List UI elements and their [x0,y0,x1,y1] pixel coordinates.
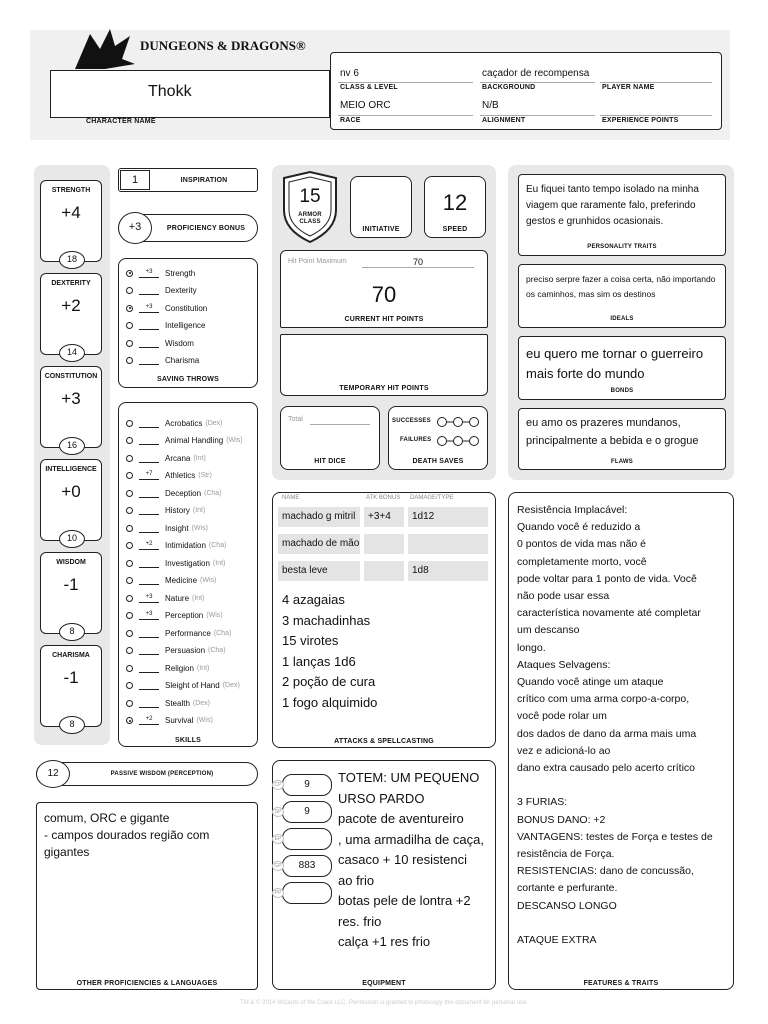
ability-modifier[interactable]: +0 [61,482,81,501]
skill-row[interactable] [126,591,204,605]
proficiency-checkbox[interactable] [126,490,133,497]
player-name-line [600,82,712,83]
passive-wisdom-label: PASSIVE WISDOM (PERCEPTION) [110,771,214,777]
skill-row[interactable] [126,714,213,728]
skill-row[interactable] [126,696,210,710]
feature-line: resistência de Força. [517,848,615,861]
equipment-line: ao frio [338,872,375,888]
saving-throw-name: Intelligence [165,321,206,330]
features-text[interactable] [517,502,729,949]
race-value[interactable]: MEIO ORC [340,100,391,111]
equipment-label: EQUIPMENT [362,980,406,987]
skill-row[interactable] [126,644,226,658]
feature-line: um descanso [517,624,580,637]
attack-bonus[interactable]: +3+4 [364,507,404,527]
ability-modifier[interactable]: +2 [61,296,81,315]
saving-throw-constitution[interactable] [126,301,207,315]
skill-ability: (Int) [193,454,206,462]
skill-bonus[interactable] [139,646,159,655]
ability-wisdom [40,552,102,634]
attack-bonus[interactable] [364,561,404,581]
skill-name: Persuasion [165,646,206,655]
proficiency-value[interactable]: +3 [118,212,152,244]
proficiency-checkbox[interactable] [126,525,133,532]
attack-note-line: 1 fogo alquimido [282,694,378,710]
equipment-line: pacote de aventureiro [338,811,464,826]
current-hp-label: CURRENT HIT POINTS [344,316,424,323]
attack-note-line: 2 poção de cura [282,674,376,689]
feature-line: característica novamente até completar [517,607,701,620]
skill-row[interactable] [126,574,216,588]
xp-line [600,115,712,116]
background-value[interactable]: caçador de recompensa [482,68,590,79]
skill-row[interactable] [126,539,226,553]
alignment-line [480,115,595,116]
bonds-label: BONDS [610,388,634,394]
coin-sp-label: SP [272,807,284,817]
proficiency-checkbox[interactable] [126,322,133,329]
skill-bonus[interactable] [139,576,159,585]
equipment-line: casaco + 10 resistenci [338,852,467,867]
saving-throw-strength[interactable] [126,266,195,280]
skill-row[interactable] [126,434,243,448]
skill-bonus[interactable] [139,524,159,533]
skill-bonus[interactable]: +3 [139,594,159,603]
saving-throw-name: Constitution [165,303,208,313]
attack-note-line: 3 machadinhas [282,612,371,628]
ability-name: CHARISMA [52,652,90,659]
feature-line [517,777,729,794]
ability-name: INTELLIGENCE [45,466,97,473]
attack-name[interactable]: besta leve [278,561,360,581]
attacks-col-damage: DAMAGE/TYPE [410,495,454,501]
death-saves-label: DEATH SAVES [412,458,464,465]
skill-row[interactable] [126,451,206,465]
skill-name: Performance [165,628,211,638]
skill-row[interactable] [126,661,209,675]
saving-throw-wisdom[interactable] [126,336,194,350]
coin-sp-value[interactable]: 9 [282,801,332,823]
attack-note-line: 15 virotes [282,633,339,648]
background-label: BACKGROUND [482,84,536,91]
hp-max-line [362,267,474,268]
inspiration-value[interactable]: 1 [120,170,150,190]
skill-bonus[interactable] [139,436,159,445]
skill-ability: (Dex) [205,419,223,427]
hit-dice-label: HIT DICE [314,458,346,465]
equipment-line: , uma armadilha de caça, [338,831,484,847]
initiative-label: INITIATIVE [362,226,400,233]
ability-modifier[interactable]: +4 [61,203,81,222]
feature-line: dos dados de dano da arma mais uma [517,727,697,740]
attack-note-line: 1 lanças 1d6 [282,653,356,669]
proficiency-checkbox[interactable] [126,612,133,619]
feature-line: 0 pontos de vida mas não é [517,538,647,551]
skill-bonus[interactable] [139,454,159,463]
saving-throw-name: Charisma [165,356,200,365]
hit-dice-total-line [310,424,370,425]
proficiency-checkbox[interactable] [126,287,133,294]
saving-throw-dexterity[interactable] [126,284,197,298]
speed-value[interactable]: 12 [442,190,468,215]
skill-name: Athletics [165,471,196,480]
saving-throw-bonus[interactable]: +3 [139,269,159,278]
hp-max-value[interactable]: 70 [412,257,423,267]
saving-throw-name: Wisdom [165,338,194,348]
attack-note-line: 4 azagaias [282,592,345,607]
skill-ability: (Int) [192,507,206,514]
skill-bonus[interactable] [139,629,159,638]
feature-line: longo. [517,641,546,654]
skill-ability: (Int) [192,594,205,602]
xp-label: EXPERIENCE POINTS [602,117,679,124]
ability-score[interactable]: 18 [59,251,85,269]
ability-name: STRENGTH [51,187,91,194]
attack-notes[interactable] [282,590,487,713]
skill-ability: (Wis) [200,577,217,584]
skill-name: Intimidation [165,541,206,550]
brand-logo: DUNGEONS & DRAGONS® [140,38,306,53]
footer-copyright: TM & © 2014 Wizards of the Coast LLC. Permission is granted to photocopy this document for personal use. [240,1000,528,1006]
bonds-text[interactable]: eu quero me tornar o guerreiro mais forte do mundo [526,346,704,381]
skill-ability: (Cha) [204,489,222,497]
feature-line: 3 FURIAS: [517,796,568,809]
feature-line: não pode usar essa [517,590,610,603]
player-name-label: PLAYER NAME [602,84,655,91]
ideals-text[interactable]: preciso serpre fazer a coisa certa, não importando os caminhos, mas sim os destinos [526,274,716,299]
class-level-line [338,82,473,83]
features-label: FEATURES & TRAITS [583,980,659,987]
feature-line: você pode rolar um [517,710,607,723]
feature-line: DESCANSO LONGO [517,899,617,912]
saving-throw-name: Dexterity [165,286,197,295]
skill-row[interactable] [126,469,212,483]
ability-strength [40,180,102,262]
skill-bonus[interactable]: +7 [139,471,159,480]
proficiency-checkbox[interactable] [126,357,133,364]
skill-ability: (Wis) [196,717,213,724]
class-level-value[interactable]: nv 6 [340,68,359,79]
equipment-line: botas pele de lontra +2 [338,893,471,908]
feature-line [517,915,729,932]
saving-throw-bonus[interactable]: +3 [139,304,159,313]
proficiency-checkbox[interactable] [126,437,133,444]
feature-line: BONUS DANO: +2 [517,813,606,826]
skill-ability: (Wis) [206,612,223,619]
ability-charisma [40,645,102,727]
death-failures-label: FAILURES [400,437,432,443]
proficiency-checkbox[interactable] [126,717,133,724]
attack-name[interactable]: machado de mão [278,534,360,554]
proficiency-checkbox[interactable] [126,340,133,347]
skill-name: Perception [165,611,204,620]
proficiency-checkbox[interactable] [126,420,133,427]
skills-label: SKILLS [174,737,202,744]
feature-line: Resistência Implacável: [517,504,628,516]
ability-modifier[interactable]: +3 [61,389,81,408]
feature-line: Quando você atinge um ataque [517,676,664,689]
skill-name: History [165,506,190,515]
ability-constitution [40,366,102,448]
proficiency-checkbox[interactable] [126,630,133,637]
equipment-list[interactable] [338,768,490,953]
saving-throw-bonus[interactable] [139,286,159,295]
saving-throw-charisma[interactable] [126,354,199,368]
skill-name: Survival [165,716,194,725]
skill-name: Investigation [165,558,210,568]
skill-row[interactable] [126,416,222,430]
skill-name: Acrobatics [165,418,203,428]
flaws-label: FLAWS [611,459,633,465]
ability-name: DEXTERITY [51,280,91,287]
ability-dexterity [40,273,102,355]
skill-name: Animal Handling [165,436,224,445]
death-successes-checkboxes[interactable] [436,415,480,427]
dragon-logo-icon [70,24,140,74]
coin-gp-label: GP [272,861,284,871]
skill-name: Medicine [165,576,198,585]
skill-bonus[interactable] [139,419,159,428]
feature-line: dano extra causado pelo acerto crítico [517,762,696,775]
coin-cp-value[interactable]: 9 [282,774,332,796]
ability-name: WISDOM [56,559,86,566]
skill-name: Arcana [165,453,191,463]
skill-row[interactable] [126,609,223,623]
character-name[interactable]: Thokk [148,83,192,100]
class-level-label: CLASS & LEVEL [340,84,398,91]
attack-damage[interactable]: 1d8 [408,561,488,581]
skill-name: Deception [165,488,202,498]
skill-row[interactable] [126,556,225,570]
attack-name[interactable]: machado g mitril [278,507,360,527]
proficiency-checkbox[interactable] [126,595,133,602]
race-line [338,115,473,116]
personality-traits-text[interactable]: Eu fiquei tanto tempo isolado na minha viagem que raramente falo, preferindo gestos e grunhidos ocasionais. [526,184,699,227]
death-failures-checkboxes[interactable] [436,434,480,446]
personality-traits-label: PERSONALITY TRAITS [587,244,657,250]
skill-bonus[interactable]: +3 [139,611,159,620]
feature-line: VANTAGENS: testes de Força e testes de [517,830,713,843]
armor-class-value[interactable]: 15 [299,186,321,207]
attacks-label: ATTACKS & SPELLCASTING [334,738,434,745]
saving-throws-label: SAVING THROWS [157,376,219,383]
skill-row[interactable] [126,521,208,535]
skill-bonus[interactable] [139,664,159,673]
feature-line: Ataques Selvagens: [517,658,611,671]
coin-gp-value[interactable]: 883 [282,855,332,877]
ability-score[interactable]: 16 [59,437,85,455]
skill-ability: (Dex) [222,682,240,689]
attack-bonus[interactable] [364,534,404,554]
proficiency-checkbox[interactable] [126,472,133,479]
ability-score[interactable]: 14 [59,344,85,362]
proficiency-checkbox[interactable] [126,542,133,549]
equipment-line: URSO PARDO [338,790,425,806]
background-line [480,82,595,83]
attacks-col-bonus: ATK BONUS [366,495,401,501]
flaws-text[interactable]: eu amo os prazeres mundanos, principalmente a bebida e o grogue [526,417,699,447]
coin-ep-label: EP [272,834,284,844]
skill-ability: (Wis) [191,524,208,532]
skill-name: Stealth [165,698,190,708]
character-name-label: CHARACTER NAME [86,118,156,125]
ability-modifier[interactable]: -1 [63,668,79,687]
skill-ability: (Int) [212,559,226,567]
skill-row[interactable] [126,486,222,500]
ability-score[interactable]: 8 [59,623,85,641]
equipment-line: TOTEM: UM PEQUENO [338,770,480,785]
current-hp-value[interactable]: 70 [371,282,397,307]
coin-cp-label: CP [272,780,284,790]
ability-score[interactable]: 10 [59,530,85,548]
attack-damage[interactable]: 1d12 [408,507,488,527]
attack-damage[interactable] [408,534,488,554]
hit-dice-total-label: Total [288,416,303,423]
proficiency-checkbox[interactable] [126,577,133,584]
feature-line: cortante e perfurante. [517,882,618,895]
feature-line: ATAQUE EXTRA [517,934,597,947]
skill-bonus[interactable]: +2 [139,716,159,725]
skill-bonus[interactable] [139,506,159,515]
proficiency-checkbox[interactable] [126,507,133,514]
saving-throw-bonus[interactable] [139,339,159,348]
proficiency-checkbox[interactable] [126,270,133,277]
languages-text[interactable]: comum, ORC e gigante - campos dourados região com gigantes [44,811,210,859]
proficiency-checkbox[interactable] [126,560,133,567]
skill-row[interactable] [126,626,231,640]
ability-name: CONSTITUTION [44,373,98,380]
ideals-label: IDEALS [610,316,634,322]
proficiency-checkbox[interactable] [126,305,133,312]
skill-name: Religion [165,663,194,673]
coin-ep-value[interactable] [282,828,332,850]
feature-line: crítico com uma arma corpo-a-corpo, [517,693,690,706]
skill-row[interactable] [126,679,240,693]
feature-line: vez e adicioná-lo ao [517,744,611,757]
proficiency-checkbox[interactable] [126,455,133,462]
skill-name: Sleight of Hand [165,681,220,690]
skill-ability: (Str) [198,472,212,479]
alignment-label: ALIGNMENT [482,117,526,124]
skill-bonus[interactable] [139,699,159,708]
feature-line: RESISTENCIAS: dano de concussão, [517,865,694,878]
coin-pp-label: PP [272,888,284,898]
skill-ability: (Cha) [213,629,232,637]
saving-throw-bonus[interactable] [139,356,159,365]
temp-hp-label: TEMPORARY HIT POINTS [339,385,429,392]
skill-ability: (Wis) [226,437,243,444]
skill-ability: (Cha) [208,542,227,549]
ability-score[interactable]: 8 [59,716,85,734]
hp-max-label: Hit Point Maximum [288,258,347,265]
skill-ability: (Dex) [192,699,211,707]
ability-intelligence [40,459,102,541]
skill-bonus[interactable] [139,489,159,498]
ability-modifier[interactable]: -1 [63,575,79,594]
feature-line: Quando você é reduzido a [517,521,641,534]
proficiency-checkbox[interactable] [126,700,133,707]
proficiency-checkbox[interactable] [126,647,133,654]
saving-throw-intelligence[interactable] [126,319,205,333]
feature-line: completamente morto, você [517,555,647,568]
saving-throw-name: Strength [165,268,196,278]
languages-label: OTHER PROFICIENCIES & LANGUAGES [76,980,218,987]
skill-row[interactable] [126,504,205,518]
skill-bonus[interactable] [139,559,159,568]
proficiency-checkbox[interactable] [126,682,133,689]
race-label: RACE [340,117,361,124]
skill-ability: (Int) [196,664,210,672]
passive-wisdom-value[interactable]: 12 [36,760,70,788]
skill-name: Nature [165,593,190,603]
equipment-line: calça +1 res frio [338,934,431,949]
inspiration-label: INSPIRATION [180,177,228,184]
skill-ability: (Cha) [208,647,226,654]
alignment-value[interactable]: N/B [482,100,499,111]
proficiency-label: PROFICIENCY BONUS [166,225,246,232]
equipment-line: res. frio [338,913,382,929]
proficiency-checkbox[interactable] [126,665,133,672]
attacks-col-name: NAME [282,495,300,501]
coin-pp-value[interactable] [282,882,332,904]
armor-class-label: ARMOR CLASS [298,212,322,225]
skill-name: Insight [165,523,189,533]
feature-line: pode voltar para 1 ponto de vida. Você [517,572,697,585]
death-successes-label: SUCCESSES [392,418,431,424]
skill-bonus[interactable]: +2 [139,541,159,550]
skill-bonus[interactable] [139,681,159,690]
speed-label: SPEED [442,226,468,233]
saving-throw-bonus[interactable] [139,321,159,330]
